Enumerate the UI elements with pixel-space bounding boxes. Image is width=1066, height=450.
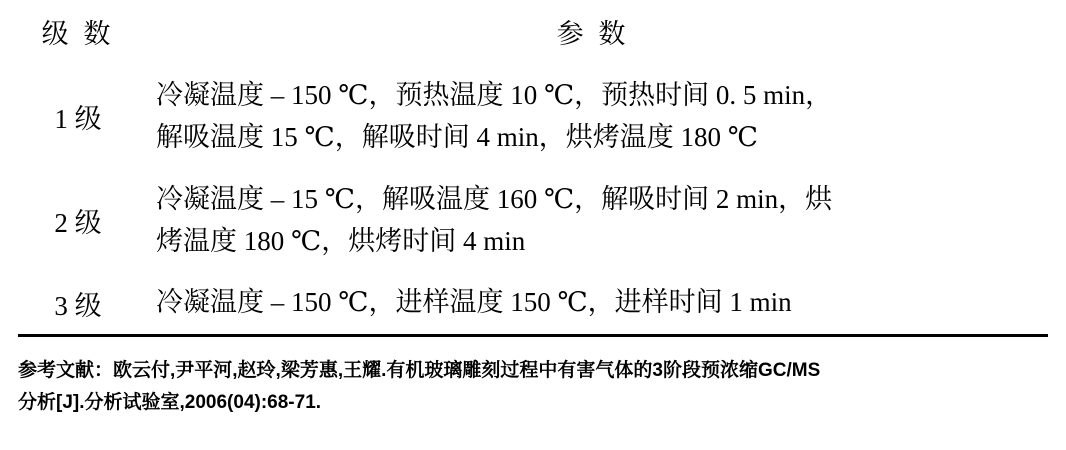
column-header-level: 级 数: [41, 19, 115, 49]
cell-level: 2 级: [54, 208, 102, 239]
table-row: [18, 272, 1048, 335]
reference-line-1: 参考文献：欧云付,尹平河,赵玲,梁芳惠,王耀.有机玻璃雕刻过程中有害气体的3阶段预浓缩GC/MS: [18, 360, 821, 382]
param-line: 烤温度 180 ℃，烘烤时间 4 min: [156, 225, 526, 256]
cell-level: 1 级: [54, 104, 102, 135]
table-header: [18, 0, 1048, 65]
param-line: 冷凝温度 – 150 ℃，预热温度 10 ℃，预热时间 0. 5 min，: [156, 80, 833, 110]
column-header-param: 参 数: [556, 19, 630, 49]
param-line: 解吸温度 15 ℃，解吸时间 4 min，烘烤温度 180 ℃: [156, 121, 758, 152]
table-header-row: [18, 0, 1048, 65]
reference-line-2: 分析[J].分析试验室,2006(04):68-71.: [18, 391, 322, 413]
cell-parameters: [138, 169, 1048, 273]
table-row: [18, 169, 1048, 273]
cell-level: 3 级: [18, 272, 138, 335]
table-body: [18, 65, 1048, 336]
param-line: 冷凝温度 – 15 ℃，解吸温度 160 ℃，解吸时间 2 min，烘: [156, 183, 833, 214]
cell-parameters: [138, 272, 1048, 335]
reference-block: [18, 355, 1048, 418]
table-row: [18, 65, 1048, 169]
param-line: 冷凝温度 – 150 ℃，进样温度 150 ℃，进样时间 1 min: [156, 287, 792, 318]
cell-parameters: [138, 65, 1048, 169]
parameters-table: [18, 0, 1048, 337]
